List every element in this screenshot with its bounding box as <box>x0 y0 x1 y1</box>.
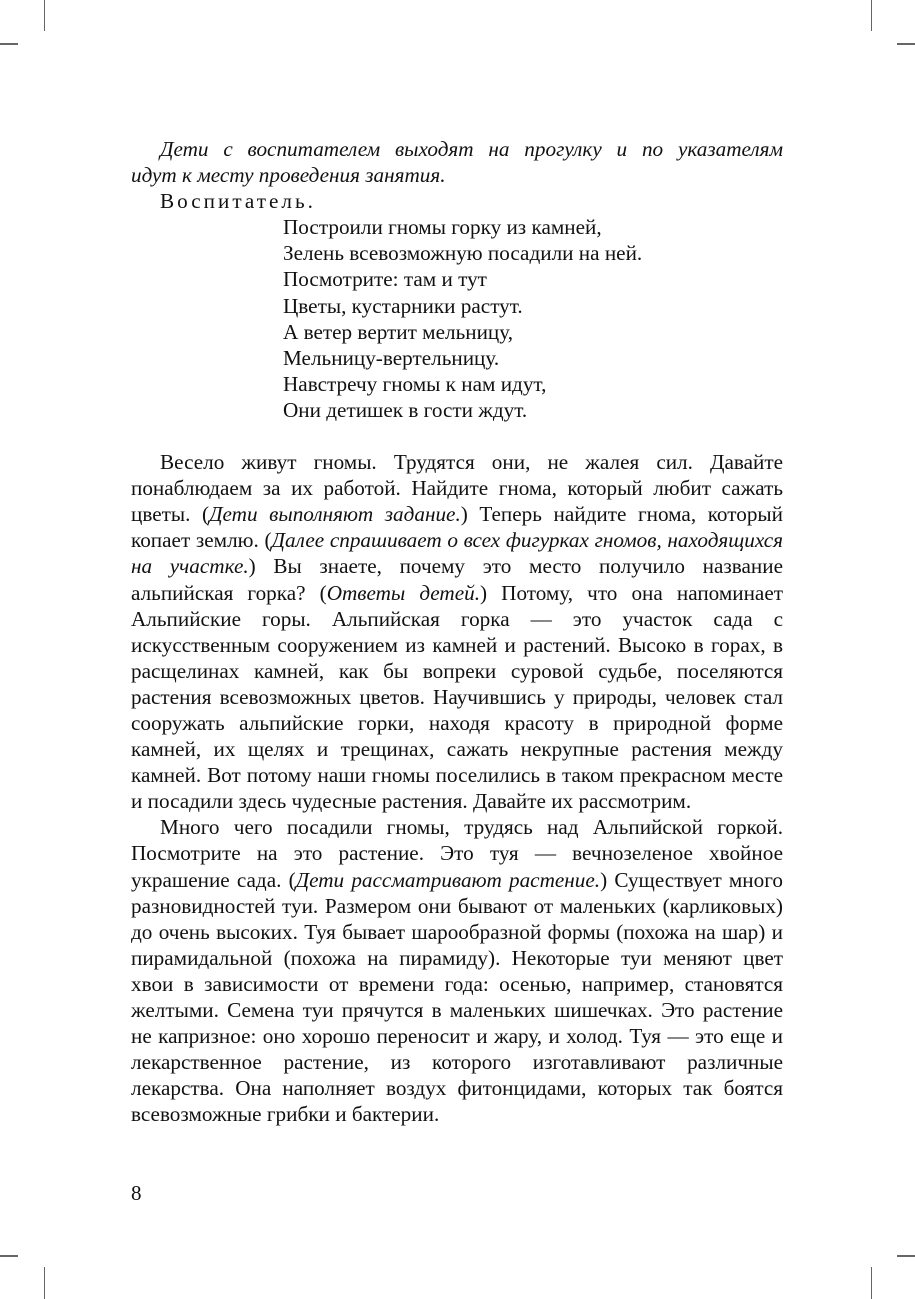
stage-direction-inline: Ответы детей. <box>326 580 481 605</box>
paragraph-text: Много чего посадили гномы, трудясь над Альпийской горкой. Посмотрите на это растение. Это туя — вечнозеленое хвойное украшение сада. ( <box>131 815 783 892</box>
paragraph-text: ) Существует много разновидностей туи. Размером они бывают от маленьких (карликовых) до очень высоких. Туя бывает шарообразной формы (похожа на шар) и пирамидальной (похожа на пирамиду). Некоторые туи меняют цвет хвои в зависимости от времени года: осенью, например, становятся желтыми. Семена туи прячутся в маленьких шишечках. Это растение не капризное: оно хорошо переносит и жару, и холод. Туя — это еще и лекарственное растение, из которого изготавливают различные лекарства. Она наполняет воздух фитонцидами, которых так боятся всевозможные грибки и бактерии. <box>131 867 783 1127</box>
page-body <box>131 136 783 1127</box>
poem-line: Мельницу-вертельницу. <box>283 345 500 370</box>
crop-mark-top-right-horizontal <box>897 43 915 45</box>
crop-mark-top-left-vertical <box>44 0 45 31</box>
spacer <box>131 423 783 449</box>
poem-line: Цветы, кустарники растут. <box>283 293 523 318</box>
crop-mark-bottom-left-vertical <box>44 1267 45 1299</box>
poem-line: А ветер вертит мельницу, <box>283 319 514 344</box>
stage-direction-inline: Далее спрашивает о всех фигурках гномов, находящихся на участке. <box>131 528 783 579</box>
crop-mark-top-right-vertical <box>871 0 872 31</box>
poem <box>283 214 783 423</box>
paragraph-text: ) Теперь найдите гнома, который копает землю. ( <box>131 502 783 553</box>
stage-direction-line-1: Дети с воспитателем выходят на прогулку и по указателям <box>160 137 783 161</box>
poem-line: Построили гномы горку из камней, <box>283 215 602 240</box>
stage-direction-inline: Дети выполняют задание. <box>209 502 461 527</box>
crop-mark-top-left-horizontal <box>0 43 18 45</box>
page-number: 8 <box>131 1181 142 1205</box>
paragraph-text: ) Потому, что она напоминает Альпийские горы. Альпийская горка — это участок сада с искусственным сооружением из камней и растений. Высоко в горах, в расщелинах камней, как бы вопреки суровой судьбе, поселяются растения всевозможных цветов. Научившись у природы, человек стал сооружать альпийские горки, находя красоту в природной форме камней, их щелях и трещинах, сажать некрупные растения между камней. Вот потому наши гномы поселились в таком прекрасном месте и посадили здесь чудесные растения. Давайте их рассмотрим. <box>131 580 783 814</box>
poem-line: Зелень всевозможную посадили на ней. <box>283 241 643 266</box>
speaker-label: Воспитатель. <box>160 189 316 214</box>
paragraph-thuja <box>131 814 783 1127</box>
crop-mark-bottom-right-vertical <box>871 1267 872 1299</box>
crop-mark-bottom-left-horizontal <box>0 1255 18 1257</box>
crop-mark-bottom-right-horizontal <box>897 1255 915 1257</box>
paragraph-text: ) Вы знаете, почему это место получило название альпийская горка? ( <box>131 554 783 605</box>
paragraph-text: Весело живут гномы. Трудятся они, не жалея сил. Давайте понаблюдаем за их работой. Найдите гнома, который любит сажать цветы. ( <box>131 450 783 527</box>
stage-direction-inline: Дети рассматривают растение. <box>295 867 601 892</box>
poem-line: Навстречу гномы к нам идут, <box>283 371 547 396</box>
paragraph-alpine-slide <box>131 449 783 814</box>
stage-direction-continued <box>131 162 783 188</box>
poem-line: Они детишек в гости ждут. <box>283 397 528 422</box>
poem-line: Посмотрите: там и тут <box>283 267 487 292</box>
stage-direction-line-2: идут к месту проведения занятия. <box>131 163 446 188</box>
stage-direction <box>131 136 783 162</box>
